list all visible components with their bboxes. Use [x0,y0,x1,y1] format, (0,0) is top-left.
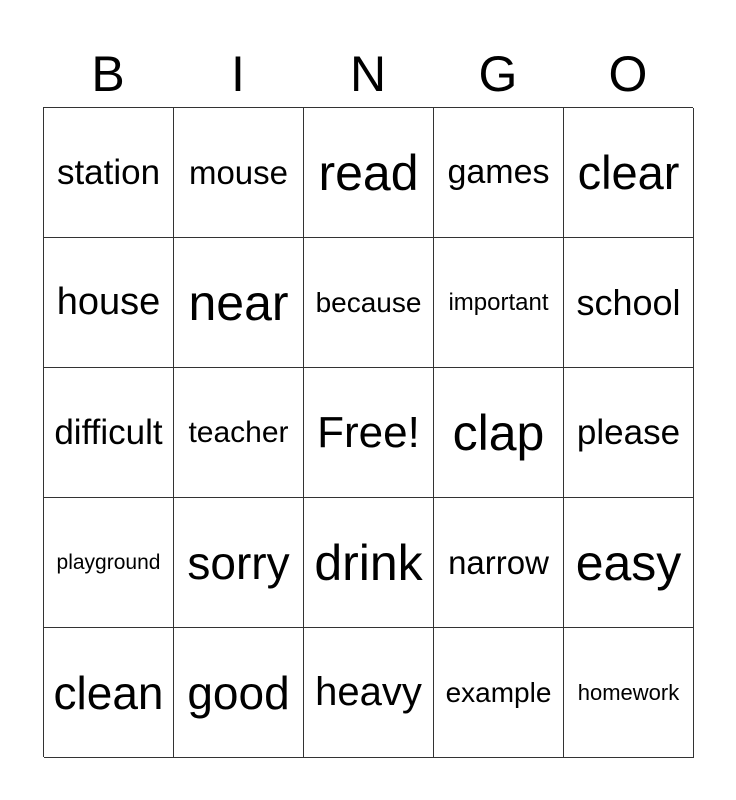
bingo-cell[interactable] [44,108,174,238]
cell-word: narrow [448,543,549,581]
bingo-cell[interactable] [304,238,434,368]
bingo-cell[interactable] [174,628,304,758]
cell-word: read [318,144,419,201]
cell-word: please [576,412,681,452]
cell-word: because [315,286,422,318]
bingo-cell[interactable] [564,108,694,238]
bingo-cell[interactable] [304,498,434,628]
bingo-header [43,40,693,108]
bingo-cell[interactable] [174,368,304,498]
cell-word: difficult [54,412,163,452]
bingo-cell[interactable] [44,368,174,498]
free-space-label: Free! [317,407,420,457]
bingo-cell[interactable] [304,108,434,238]
bingo-cell[interactable] [434,368,564,498]
cell-word: school [576,281,681,323]
bingo-cell[interactable] [304,628,434,758]
cell-word: clap [452,404,545,461]
cell-word: near [188,274,289,331]
bingo-cell[interactable] [44,238,174,368]
cell-word: playground [56,550,161,574]
cell-word: mouse [188,153,289,191]
header-letter-o: O [608,46,648,102]
cell-word: example [445,676,552,708]
header-letter-g: G [478,46,518,102]
bingo-cell[interactable] [44,498,174,628]
bingo-cell[interactable] [564,238,694,368]
bingo-cell[interactable] [174,238,304,368]
cell-word: clear [577,146,680,199]
cell-word: good [187,666,290,719]
cell-word: heavy [315,670,422,714]
bingo-cell[interactable] [174,498,304,628]
cell-word: homework [577,679,680,705]
header-letter-b: B [91,46,125,102]
cell-word: teacher [188,415,289,449]
bingo-cell[interactable] [434,238,564,368]
bingo-cell[interactable] [434,628,564,758]
cell-word: house [56,281,161,323]
bingo-board [43,107,693,757]
bingo-cell[interactable] [174,108,304,238]
cell-word: easy [575,534,682,591]
bingo-cell[interactable] [564,368,694,498]
header-letter-n: N [349,46,387,102]
bingo-cell[interactable] [564,498,694,628]
bingo-cell[interactable] [564,628,694,758]
cell-word: important [448,288,549,316]
cell-word: station [56,152,161,192]
bingo-free-cell[interactable] [304,368,434,498]
bingo-cell[interactable] [434,498,564,628]
cell-word: sorry [187,536,290,589]
cell-word: drink [314,534,423,591]
cell-word: games [447,153,550,191]
bingo-cell[interactable] [44,628,174,758]
cell-word: clean [53,666,164,719]
bingo-cell[interactable] [434,108,564,238]
header-letter-i: I [231,46,245,102]
